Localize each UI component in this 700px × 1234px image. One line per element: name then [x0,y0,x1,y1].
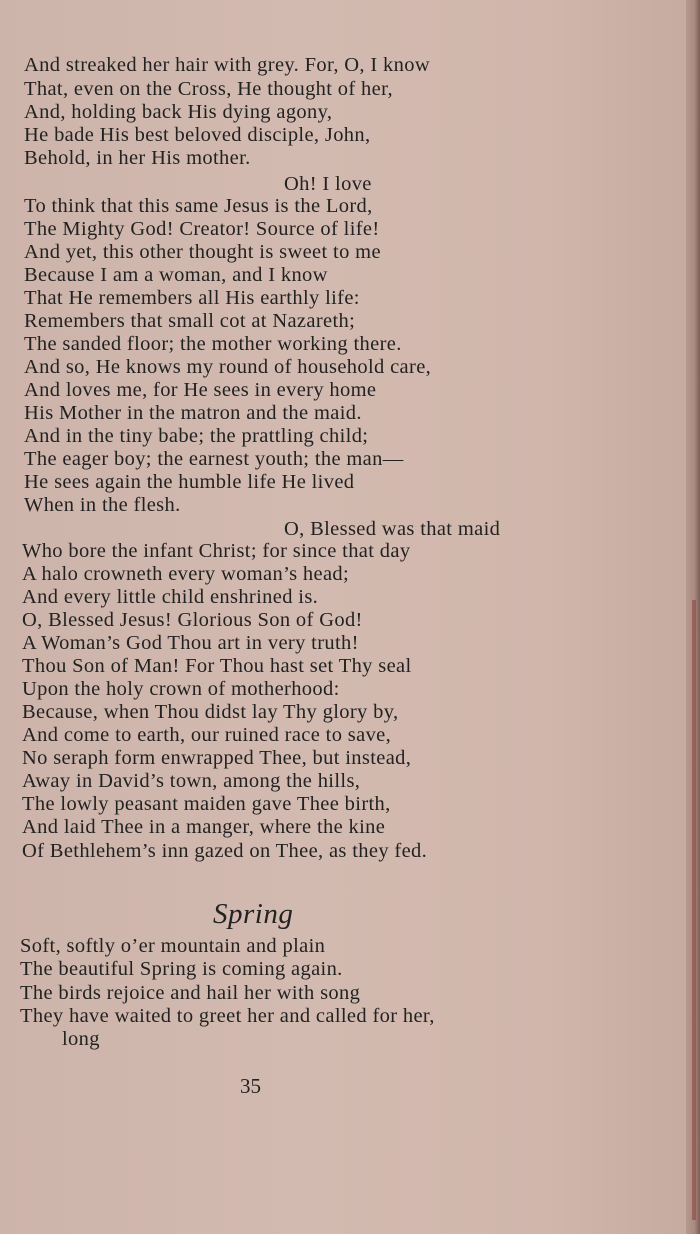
poem-line: He bade His best beloved disciple, John, [24,124,371,146]
poem-line: To think that this same Jesus is the Lord, [24,195,373,217]
poem-title-spring: Spring [213,898,294,930]
poem-line: A halo crowneth every woman’s head; [22,563,350,585]
poem-line: Because I am a woman, and I know [24,264,328,286]
poem-line: The sanded floor; the mother working there. [24,333,402,355]
poem-line: That He remembers all His earthly life: [24,287,360,309]
poem-line: The eager boy; the earnest youth; the man— [24,448,404,470]
poem-line: Thou Son of Man! For Thou hast set Thy seal [22,655,412,677]
poem-line: And streaked her hair with grey. For, O, I know [24,54,430,76]
poem-line: Upon the holy crown of motherhood: [22,678,340,700]
poem-line: That, even on the Cross, He thought of her, [24,78,393,100]
poem-line: No seraph form enwrapped Thee, but instead, [22,747,412,769]
poem-line: Behold, in her His mother. [24,147,251,169]
poem-line: The lowly peasant maiden gave Thee birth, [22,793,391,815]
poem-line: And loves me, for He sees in every home [24,379,377,401]
poem-line: And in the tiny babe; the prattling child; [24,425,369,447]
poem-line: Away in David’s town, among the hills, [22,770,361,792]
poem-line: When in the flesh. [24,494,181,516]
poem-line: Soft, softly o’er mountain and plain [20,935,326,957]
page-edge-stripe [692,600,696,1220]
poem-line: The birds rejoice and hail her with song [20,982,361,1004]
poem-line: And, holding back His dying agony, [24,101,333,123]
poem-line: And yet, this other thought is sweet to me [24,241,381,263]
poem-line: O, Blessed was that maid [284,518,501,540]
poem-line: The beautiful Spring is coming again. [20,958,343,980]
poem-line: And come to earth, our ruined race to save, [22,724,392,746]
poem-line: Oh! I love [284,173,372,195]
poem-line: A Woman’s God Thou art in very truth! [22,632,359,654]
poem-line: He sees again the humble life He lived [24,471,355,493]
poem-line: They have waited to greet her and called for her, [20,1005,435,1027]
poem-line: Who bore the infant Christ; for since that day [22,540,411,562]
poem-line: Remembers that small cot at Nazareth; [24,310,356,332]
poem-line: And every little child enshrined is. [22,586,319,608]
page-edge [686,0,700,1234]
poem-line: The Mighty God! Creator! Source of life! [24,218,380,240]
page-number: 35 [240,1074,261,1098]
poem-line: O, Blessed Jesus! Glorious Son of God! [22,609,363,631]
poem-line: His Mother in the matron and the maid. [24,402,362,424]
poem-line: And so, He knows my round of household care, [24,356,432,378]
poem-line: And laid Thee in a manger, where the kine [22,816,386,838]
poem-line: Because, when Thou didst lay Thy glory by, [22,701,399,723]
poem-line-continuation: long [62,1028,100,1050]
poem-line: Of Bethlehem’s inn gazed on Thee, as they fed. [22,840,428,862]
